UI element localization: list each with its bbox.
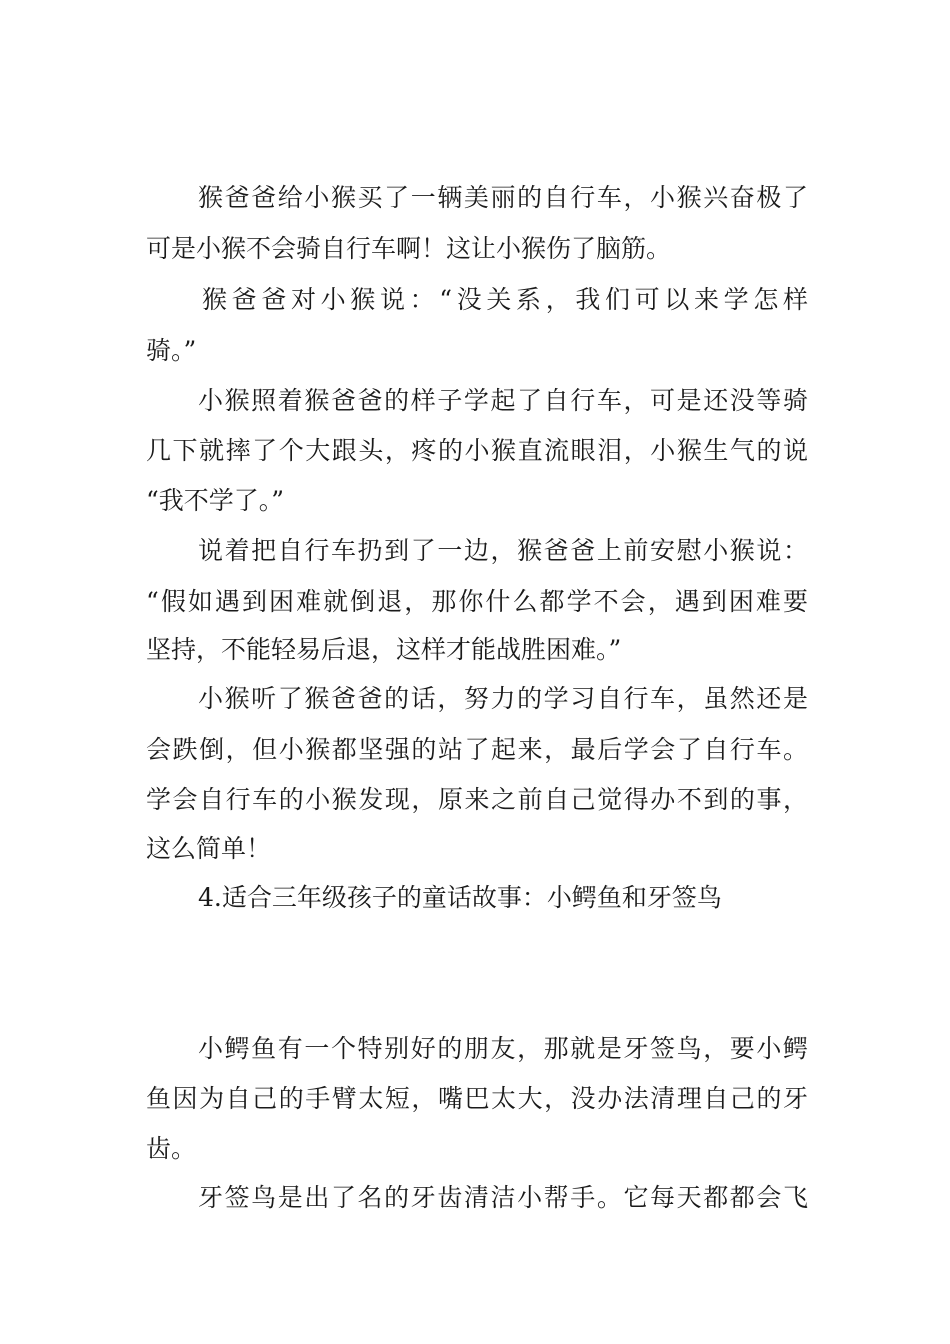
paragraph-line: 坚持，不能轻易后退，这样才能战胜困难。” <box>146 635 622 664</box>
paragraph-line: 骑。” <box>146 336 197 365</box>
paragraph-line: 说着把自行车扔到了一边，猴爸爸上前安慰小猴说： <box>198 536 808 565</box>
paragraph-line: 猴爸爸对小猴说：“没关系，我们可以来学怎样 <box>202 285 808 314</box>
paragraph-line: 牙签鸟是出了名的牙齿清洁小帮手。它每天都都会飞 <box>198 1183 808 1212</box>
paragraph-line: 几下就摔了个大跟头，疼的小猴直流眼泪，小猴生气的说 <box>146 436 808 465</box>
paragraph-line: 小猴照着猴爸爸的样子学起了自行车，可是还没等骑 <box>198 386 808 415</box>
paragraph-line: 鱼因为自己的手臂太短，嘴巴太大，没办法清理自己的牙 <box>146 1084 808 1113</box>
paragraph-line: “假如遇到困难就倒退，那你什么都学不会，遇到困难要 <box>146 587 808 616</box>
paragraph-line: 猴爸爸给小猴买了一辆美丽的自行车，小猴兴奋极了 <box>198 183 808 212</box>
paragraph-line: 小猴听了猴爸爸的话，努力的学习自行车，虽然还是 <box>198 684 808 713</box>
paragraph-line: 这么简单！ <box>146 834 272 863</box>
paragraph-line: 可是小猴不会骑自行车啊！这让小猴伤了脑筋。 <box>146 234 672 263</box>
paragraph-line: 齿。 <box>146 1134 197 1163</box>
paragraph-line: “我不学了。” <box>146 486 285 515</box>
paragraph-line: 学会自行车的小猴发现，原来之前自己觉得办不到的事， <box>146 785 808 814</box>
section-heading: 4.适合三年级孩子的童话故事：小鳄鱼和牙签鸟 <box>198 883 722 912</box>
paragraph-line: 小鳄鱼有一个特别好的朋友，那就是牙签鸟，要小鳄 <box>198 1034 808 1063</box>
paragraph-line: 会跌倒，但小猴都坚强的站了起来，最后学会了自行车。 <box>146 735 808 764</box>
